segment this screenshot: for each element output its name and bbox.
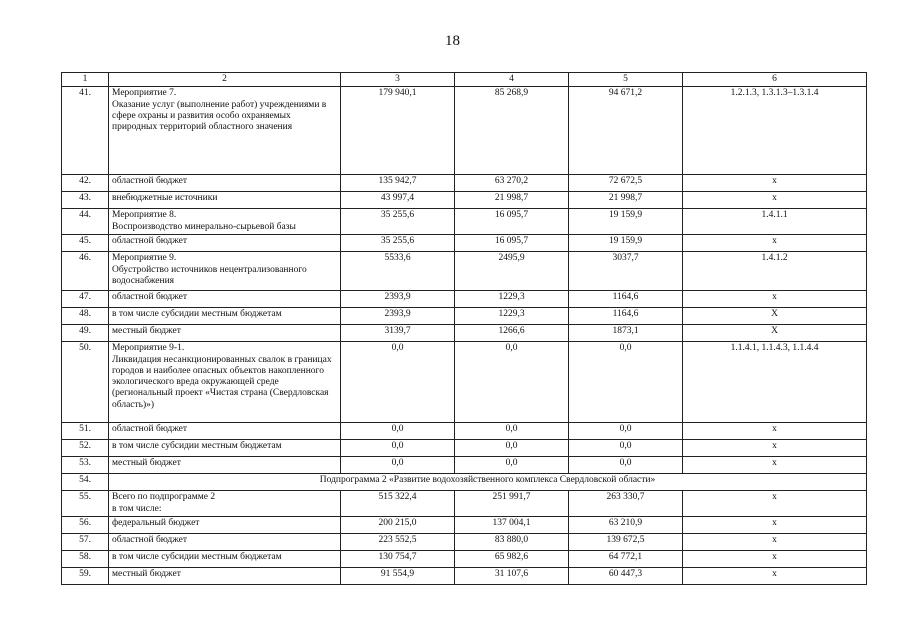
- row-description: областной бюджет: [109, 423, 341, 440]
- amount-cell: 19 159,9: [569, 235, 683, 252]
- amount-cell: 1229,3: [455, 291, 569, 308]
- amount-cell: 223 552,5: [341, 534, 455, 551]
- header-cell: 4: [455, 73, 569, 87]
- amount-cell: 3139,7: [341, 325, 455, 342]
- row-number: 57.: [62, 534, 109, 551]
- row-number: 51.: [62, 423, 109, 440]
- row-number: 55.: [62, 491, 109, 517]
- amount-cell: 21 998,7: [455, 192, 569, 209]
- target-indicator-cell: x: [683, 457, 867, 474]
- subprogram-title: Подпрограмма 2 «Развитие водохозяйственного комплекса Свердловской области»: [109, 474, 867, 491]
- row-number: 52.: [62, 440, 109, 457]
- amount-cell: 83 880,0: [455, 534, 569, 551]
- amount-cell: 0,0: [455, 342, 569, 423]
- amount-cell: 31 107,6: [455, 568, 569, 585]
- table-header-row: [62, 73, 867, 87]
- table-row: [62, 209, 867, 235]
- row-number: 42.: [62, 175, 109, 192]
- row-number: 41.: [62, 87, 109, 175]
- amount-cell: 35 255,6: [341, 209, 455, 235]
- row-description: местный бюджет: [109, 457, 341, 474]
- row-description: Мероприятие 9-1. Ликвидация несанкционированных свалок в границах городов и наиболее опасных объектов накопленного экологического вреда окружающей среде (региональный проект «Чистая страна (Свердловская область)»): [109, 342, 341, 423]
- table-row: [62, 568, 867, 585]
- amount-cell: 0,0: [569, 440, 683, 457]
- row-number: 56.: [62, 517, 109, 534]
- row-description: Мероприятие 9. Обустройство источников нецентрализованного водоснабжения: [109, 252, 341, 291]
- amount-cell: 0,0: [341, 440, 455, 457]
- row-description: Мероприятие 8. Воспроизводство минерально-сырьевой базы: [109, 209, 341, 235]
- amount-cell: 94 671,2: [569, 87, 683, 175]
- amount-cell: 5533,6: [341, 252, 455, 291]
- target-indicator-cell: x: [683, 568, 867, 585]
- amount-cell: 64 772,1: [569, 551, 683, 568]
- row-number: 45.: [62, 235, 109, 252]
- target-indicator-cell: 1.4.1.2: [683, 252, 867, 291]
- row-description: внебюджетные источники: [109, 192, 341, 209]
- row-description: в том числе субсидии местным бюджетам: [109, 308, 341, 325]
- table-row: [62, 474, 867, 491]
- row-number: 46.: [62, 252, 109, 291]
- target-indicator-cell: x: [683, 491, 867, 517]
- table-row: [62, 491, 867, 517]
- amount-cell: 16 095,7: [455, 235, 569, 252]
- row-description: федеральный бюджет: [109, 517, 341, 534]
- amount-cell: 3037,7: [569, 252, 683, 291]
- amount-cell: 137 004,1: [455, 517, 569, 534]
- table-row: [62, 291, 867, 308]
- amount-cell: 16 095,7: [455, 209, 569, 235]
- table-row: [62, 457, 867, 474]
- row-number: 59.: [62, 568, 109, 585]
- target-indicator-cell: x: [683, 517, 867, 534]
- amount-cell: 2393,9: [341, 291, 455, 308]
- table-row: [62, 325, 867, 342]
- amount-cell: 130 754,7: [341, 551, 455, 568]
- row-description: Всего по подпрограмме 2 в том числе:: [109, 491, 341, 517]
- amount-cell: 1266,6: [455, 325, 569, 342]
- row-number: 54.: [62, 474, 109, 491]
- row-description: местный бюджет: [109, 568, 341, 585]
- header-cell: 3: [341, 73, 455, 87]
- target-indicator-cell: X: [683, 308, 867, 325]
- target-indicator-cell: x: [683, 235, 867, 252]
- amount-cell: 63 270,2: [455, 175, 569, 192]
- header-cell: 2: [109, 73, 341, 87]
- amount-cell: 1229,3: [455, 308, 569, 325]
- table-row: [62, 440, 867, 457]
- target-indicator-cell: x: [683, 551, 867, 568]
- amount-cell: 72 672,5: [569, 175, 683, 192]
- table-row: [62, 342, 867, 423]
- table-row: [62, 551, 867, 568]
- table-row: [62, 252, 867, 291]
- amount-cell: 43 997,4: [341, 192, 455, 209]
- row-description: областной бюджет: [109, 235, 341, 252]
- amount-cell: 91 554,9: [341, 568, 455, 585]
- target-indicator-cell: 1.2.1.3, 1.3.1.3–1.3.1.4: [683, 87, 867, 175]
- amount-cell: 1164,6: [569, 308, 683, 325]
- row-number: 44.: [62, 209, 109, 235]
- table-row: [62, 87, 867, 175]
- amount-cell: 2393,9: [341, 308, 455, 325]
- target-indicator-cell: X: [683, 325, 867, 342]
- row-description: местный бюджет: [109, 325, 341, 342]
- amount-cell: 200 215,0: [341, 517, 455, 534]
- amount-cell: 65 982,6: [455, 551, 569, 568]
- row-number: 58.: [62, 551, 109, 568]
- amount-cell: 251 991,7: [455, 491, 569, 517]
- target-indicator-cell: x: [683, 175, 867, 192]
- target-indicator-cell: x: [683, 534, 867, 551]
- table-row: [62, 534, 867, 551]
- row-number: 43.: [62, 192, 109, 209]
- table-row: [62, 308, 867, 325]
- row-description: Мероприятие 7. Оказание услуг (выполнение работ) учреждениями в сфере охраны и развития особо охраняемых природных территорий областного значения: [109, 87, 341, 175]
- amount-cell: 21 998,7: [569, 192, 683, 209]
- amount-cell: 1164,6: [569, 291, 683, 308]
- header-cell: 1: [62, 73, 109, 87]
- row-description: в том числе субсидии местным бюджетам: [109, 551, 341, 568]
- row-description: областной бюджет: [109, 534, 341, 551]
- amount-cell: 0,0: [341, 457, 455, 474]
- row-description: в том числе субсидии местным бюджетам: [109, 440, 341, 457]
- amount-cell: 179 940,1: [341, 87, 455, 175]
- header-cell: 6: [683, 73, 867, 87]
- table-row: [62, 175, 867, 192]
- row-description: областной бюджет: [109, 291, 341, 308]
- amount-cell: 2495,9: [455, 252, 569, 291]
- table-row: [62, 235, 867, 252]
- table-row: [62, 423, 867, 440]
- amount-cell: 0,0: [569, 342, 683, 423]
- target-indicator-cell: x: [683, 423, 867, 440]
- table-row: [62, 517, 867, 534]
- amount-cell: 0,0: [455, 423, 569, 440]
- amount-cell: 0,0: [569, 457, 683, 474]
- target-indicator-cell: x: [683, 291, 867, 308]
- row-number: 49.: [62, 325, 109, 342]
- amount-cell: 515 322,4: [341, 491, 455, 517]
- amount-cell: 0,0: [455, 440, 569, 457]
- target-indicator-cell: 1.4.1.1: [683, 209, 867, 235]
- row-number: 47.: [62, 291, 109, 308]
- row-description: областной бюджет: [109, 175, 341, 192]
- row-number: 48.: [62, 308, 109, 325]
- amount-cell: 63 210,9: [569, 517, 683, 534]
- target-indicator-cell: x: [683, 440, 867, 457]
- header-cell: 5: [569, 73, 683, 87]
- amount-cell: 0,0: [455, 457, 569, 474]
- table-row: [62, 192, 867, 209]
- amount-cell: 263 330,7: [569, 491, 683, 517]
- page-number: 18: [445, 33, 460, 49]
- amount-cell: 0,0: [341, 423, 455, 440]
- amount-cell: 0,0: [569, 423, 683, 440]
- amount-cell: 1873,1: [569, 325, 683, 342]
- amount-cell: 19 159,9: [569, 209, 683, 235]
- target-indicator-cell: x: [683, 192, 867, 209]
- budget-table: [61, 72, 867, 585]
- amount-cell: 135 942,7: [341, 175, 455, 192]
- row-number: 53.: [62, 457, 109, 474]
- amount-cell: 0,0: [341, 342, 455, 423]
- target-indicator-cell: 1.1.4.1, 1.1.4.3, 1.1.4.4: [683, 342, 867, 423]
- amount-cell: 139 672,5: [569, 534, 683, 551]
- amount-cell: 35 255,6: [341, 235, 455, 252]
- amount-cell: 85 268,9: [455, 87, 569, 175]
- amount-cell: 60 447,3: [569, 568, 683, 585]
- row-number: 50.: [62, 342, 109, 423]
